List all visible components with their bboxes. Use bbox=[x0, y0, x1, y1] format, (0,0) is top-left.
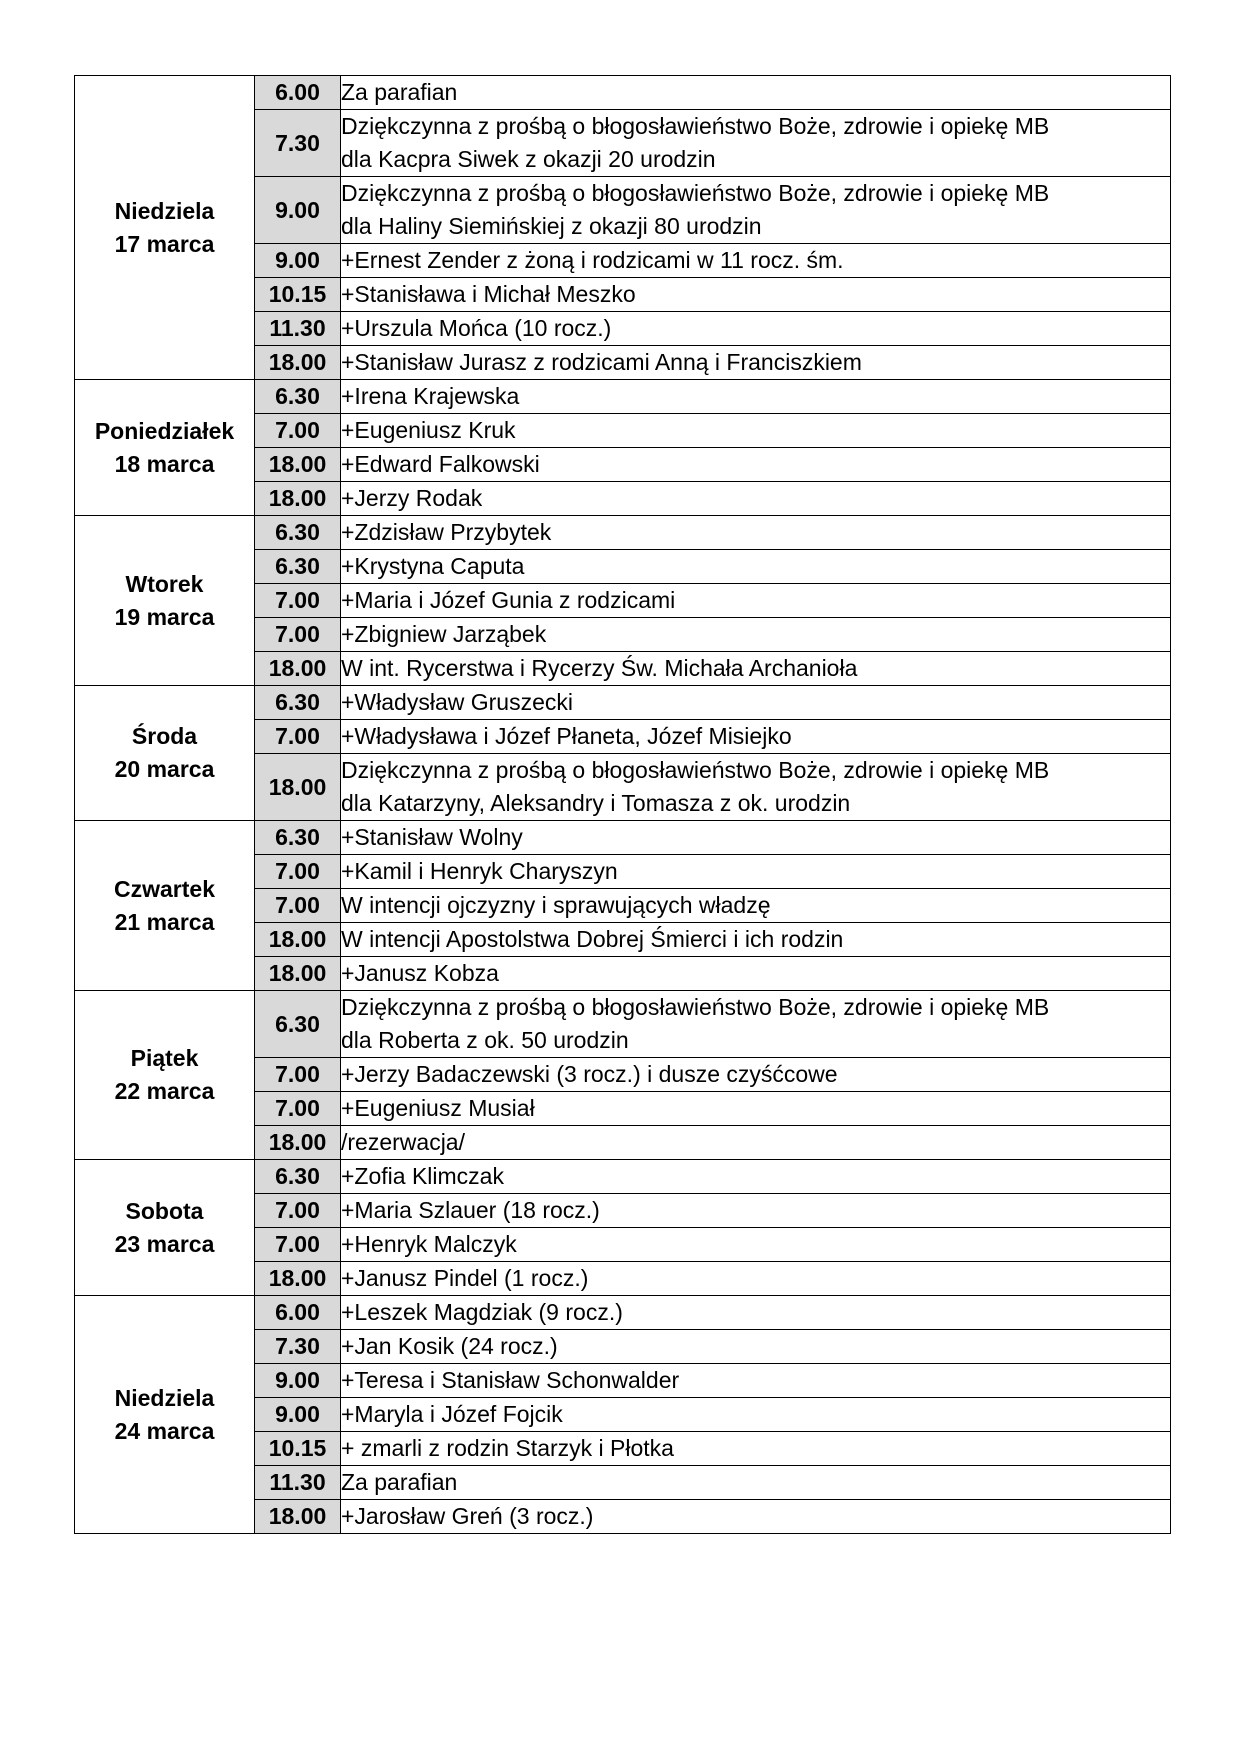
mass-intention: +Leszek Magdziak (9 rocz.) bbox=[341, 1296, 1171, 1330]
mass-intention: Dziękczynna z prośbą o błogosławieństwo Boże, zdrowie i opiekę MB dla Katarzyny, Aleksandry i Tomasza z ok. urodzin bbox=[341, 754, 1171, 821]
mass-time: 7.00 bbox=[255, 720, 341, 754]
mass-schedule-table bbox=[74, 75, 1171, 1534]
mass-intention: Za parafian bbox=[341, 1466, 1171, 1500]
mass-intention: +Eugeniusz Kruk bbox=[341, 414, 1171, 448]
mass-time: 6.00 bbox=[255, 1296, 341, 1330]
mass-row bbox=[75, 516, 1171, 550]
day-name: Niedziela bbox=[114, 197, 215, 224]
mass-intention: +Zdzisław Przybytek bbox=[341, 516, 1171, 550]
mass-row bbox=[75, 991, 1171, 1058]
mass-intention: +Henryk Malczyk bbox=[341, 1228, 1171, 1262]
mass-intention: +Stanisława i Michał Meszko bbox=[341, 278, 1171, 312]
mass-intention: +Krystyna Caputa bbox=[341, 550, 1171, 584]
mass-intention: +Kamil i Henryk Charyszyn bbox=[341, 855, 1171, 889]
day-date: 21 marca bbox=[114, 908, 215, 935]
mass-time: 18.00 bbox=[255, 448, 341, 482]
mass-intention: +Jerzy Badaczewski (3 rocz.) i dusze czyśćcowe bbox=[341, 1058, 1171, 1092]
mass-time: 9.00 bbox=[255, 1364, 341, 1398]
mass-time: 7.00 bbox=[255, 1194, 341, 1228]
mass-intention: /rezerwacja/ bbox=[341, 1126, 1171, 1160]
mass-row bbox=[75, 76, 1171, 110]
mass-intention: + zmarli z rodzin Starzyk i Płotka bbox=[341, 1432, 1171, 1466]
mass-row bbox=[75, 686, 1171, 720]
mass-time: 7.00 bbox=[255, 618, 341, 652]
mass-time: 10.15 bbox=[255, 278, 341, 312]
mass-time: 6.30 bbox=[255, 550, 341, 584]
day-date: 24 marca bbox=[114, 1417, 215, 1444]
mass-intention: +Edward Falkowski bbox=[341, 448, 1171, 482]
day-cell bbox=[75, 516, 255, 686]
day-date: 17 marca bbox=[114, 230, 215, 257]
mass-time: 6.30 bbox=[255, 380, 341, 414]
mass-intention: +Zbigniew Jarząbek bbox=[341, 618, 1171, 652]
mass-intention: +Teresa i Stanisław Schonwalder bbox=[341, 1364, 1171, 1398]
day-cell bbox=[75, 686, 255, 821]
mass-intention: +Władysława i Józef Płaneta, Józef Misiejko bbox=[341, 720, 1171, 754]
mass-intention: W intencji Apostolstwa Dobrej Śmierci i ich rodzin bbox=[341, 923, 1171, 957]
mass-time: 18.00 bbox=[255, 1262, 341, 1296]
day-cell bbox=[75, 991, 255, 1160]
day-date: 22 marca bbox=[114, 1078, 215, 1104]
day-cell bbox=[75, 821, 255, 991]
day-date: 23 marca bbox=[114, 1230, 215, 1257]
mass-time: 6.00 bbox=[255, 76, 341, 110]
mass-time: 7.00 bbox=[255, 1092, 341, 1126]
mass-time: 7.00 bbox=[255, 1058, 341, 1092]
mass-row bbox=[75, 821, 1171, 855]
mass-intention: Za parafian bbox=[341, 76, 1171, 110]
day-name: Sobota bbox=[125, 1197, 204, 1224]
mass-intention: +Jan Kosik (24 rocz.) bbox=[341, 1330, 1171, 1364]
mass-time: 18.00 bbox=[255, 346, 341, 380]
mass-time: 7.00 bbox=[255, 855, 341, 889]
mass-time: 18.00 bbox=[255, 652, 341, 686]
mass-time: 18.00 bbox=[255, 957, 341, 991]
day-date: 18 marca bbox=[114, 450, 215, 477]
mass-time: 18.00 bbox=[255, 482, 341, 516]
mass-intention: Dziękczynna z prośbą o błogosławieństwo Boże, zdrowie i opiekę MB dla Roberta z ok. 50 urodzin bbox=[341, 991, 1171, 1058]
mass-intention: +Jerzy Rodak bbox=[341, 482, 1171, 516]
mass-time: 7.30 bbox=[255, 1330, 341, 1364]
mass-time: 6.30 bbox=[255, 686, 341, 720]
mass-time: 6.30 bbox=[255, 1160, 341, 1194]
mass-time: 18.00 bbox=[255, 1500, 341, 1534]
schedule-body bbox=[75, 76, 1171, 1534]
mass-time: 10.15 bbox=[255, 1432, 341, 1466]
mass-time: 9.00 bbox=[255, 1398, 341, 1432]
mass-time: 11.30 bbox=[255, 312, 341, 346]
mass-intention: +Urszula Mońca (10 rocz.) bbox=[341, 312, 1171, 346]
mass-time: 7.00 bbox=[255, 414, 341, 448]
mass-time: 7.00 bbox=[255, 584, 341, 618]
mass-intention: +Maria i Józef Gunia z rodzicami bbox=[341, 584, 1171, 618]
mass-time: 7.30 bbox=[255, 110, 341, 177]
mass-time: 11.30 bbox=[255, 1466, 341, 1500]
mass-intention: +Maryla i Józef Fojcik bbox=[341, 1398, 1171, 1432]
day-name: Piątek bbox=[130, 1045, 199, 1071]
mass-time: 7.00 bbox=[255, 1228, 341, 1262]
mass-time: 7.00 bbox=[255, 889, 341, 923]
mass-intention: +Maria Szlauer (18 rocz.) bbox=[341, 1194, 1171, 1228]
mass-time: 18.00 bbox=[255, 1126, 341, 1160]
mass-intention: +Stanisław Jurasz z rodzicami Anną i Franciszkiem bbox=[341, 346, 1171, 380]
mass-intention: +Jarosław Greń (3 rocz.) bbox=[341, 1500, 1171, 1534]
mass-intention: +Janusz Pindel (1 rocz.) bbox=[341, 1262, 1171, 1296]
mass-intention: +Ernest Zender z żoną i rodzicami w 11 rocz. śm. bbox=[341, 244, 1171, 278]
day-name: Czwartek bbox=[114, 875, 215, 902]
day-name: Poniedziałek bbox=[94, 417, 235, 444]
day-name: Wtorek bbox=[125, 570, 204, 597]
mass-row bbox=[75, 380, 1171, 414]
mass-time: 6.30 bbox=[255, 516, 341, 550]
mass-time: 9.00 bbox=[255, 244, 341, 278]
mass-time: 18.00 bbox=[255, 754, 341, 821]
day-name: Środa bbox=[131, 723, 198, 749]
mass-row bbox=[75, 1296, 1171, 1330]
day-cell bbox=[75, 380, 255, 516]
day-cell bbox=[75, 1296, 255, 1534]
mass-row bbox=[75, 1160, 1171, 1194]
day-cell bbox=[75, 76, 255, 380]
mass-intention: +Janusz Kobza bbox=[341, 957, 1171, 991]
mass-time: 6.30 bbox=[255, 821, 341, 855]
mass-intention: W int. Rycerstwa i Rycerzy Św. Michała Archanioła bbox=[341, 652, 1171, 686]
day-name: Niedziela bbox=[114, 1384, 215, 1411]
mass-intention: +Zofia Klimczak bbox=[341, 1160, 1171, 1194]
mass-time: 18.00 bbox=[255, 923, 341, 957]
day-date: 20 marca bbox=[114, 756, 215, 782]
mass-intention: +Stanisław Wolny bbox=[341, 821, 1171, 855]
day-date: 19 marca bbox=[114, 603, 215, 630]
day-cell bbox=[75, 1160, 255, 1296]
mass-intention: W intencji ojczyzny i sprawujących władzę bbox=[341, 889, 1171, 923]
mass-intention: Dziękczynna z prośbą o błogosławieństwo Boże, zdrowie i opiekę MB dla Kacpra Siwek z okazji 20 urodzin bbox=[341, 110, 1171, 177]
mass-time: 9.00 bbox=[255, 177, 341, 244]
mass-intention: +Irena Krajewska bbox=[341, 380, 1171, 414]
mass-intention: +Eugeniusz Musiał bbox=[341, 1092, 1171, 1126]
mass-time: 6.30 bbox=[255, 991, 341, 1058]
mass-intention: +Władysław Gruszecki bbox=[341, 686, 1171, 720]
mass-intention: Dziękczynna z prośbą o błogosławieństwo Boże, zdrowie i opiekę MB dla Haliny Siemińskiej z okazji 80 urodzin bbox=[341, 177, 1171, 244]
